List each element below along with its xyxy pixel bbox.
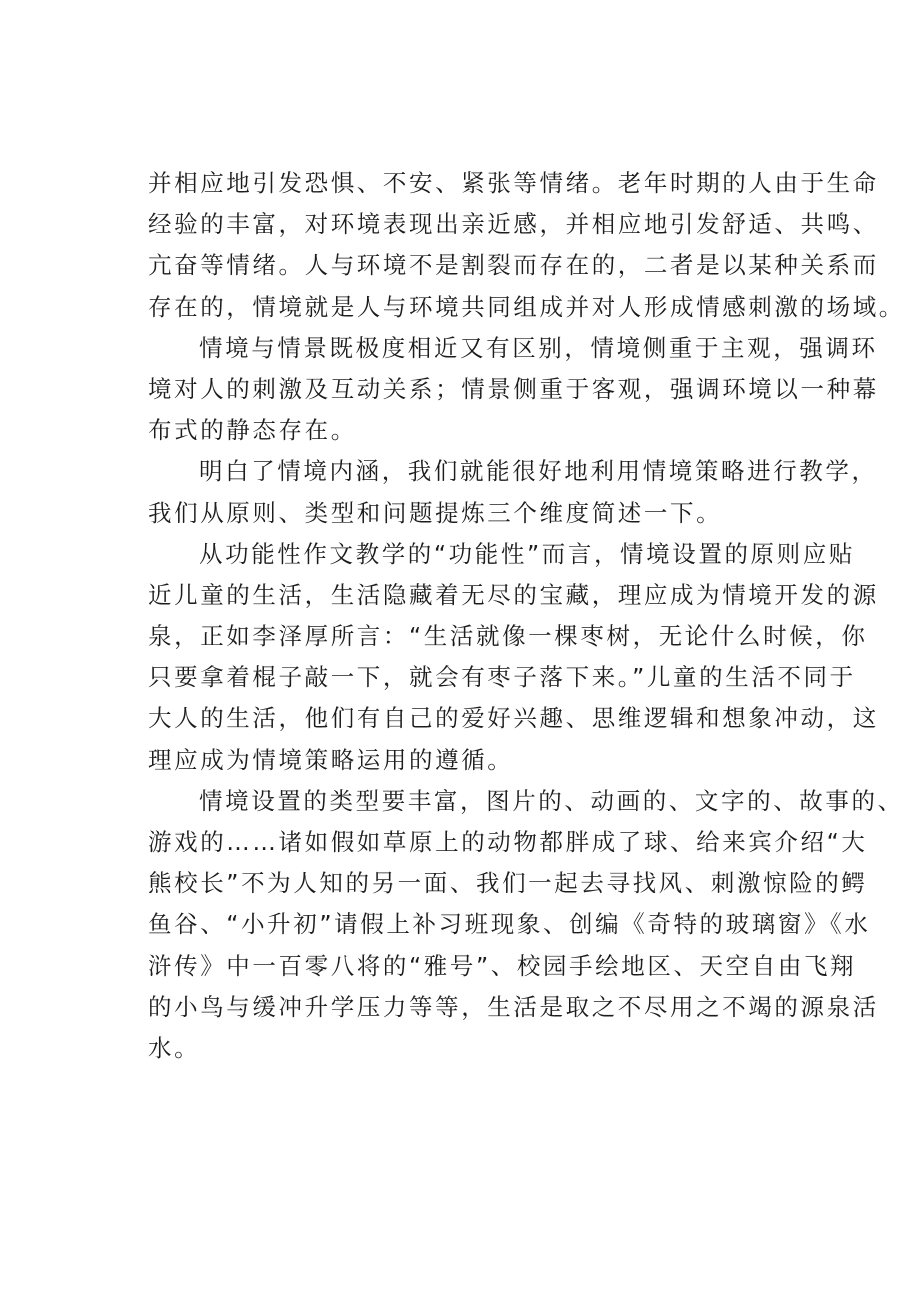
text-line: 游戏的……诸如假如草原上的动物都胖成了球、给来宾介绍“大	[148, 828, 868, 856]
text-line: 理应成为情境策略运用的遵循。	[148, 745, 514, 774]
paragraph-first-line: 从功能性作文教学的“功能性”而言，情境设置的原则应贴	[199, 539, 855, 568]
text-line: 水。	[148, 1033, 201, 1062]
paragraph-first-line: 情境设置的类型要丰富，图片的、动画的、文字的、故事的、	[199, 786, 904, 815]
text-line: 布式的静态存在。	[148, 416, 357, 445]
text-line: 泉，正如李泽厚所言：“生活就像一棵枣树，无论什么时候，你	[148, 622, 868, 651]
body-text	[148, 163, 905, 1069]
text-line: 只要拿着棍子敲一下，就会有枣子落下来。”儿童的生活不同于	[148, 663, 856, 692]
text-line: 经验的丰富，对环境表现出亲近感，并相应地引发舒适、共鸣、	[148, 210, 879, 239]
paragraph-first-line: 情境与情景既极度相近又有区别，情境侧重于主观，强调环	[199, 333, 878, 362]
text-line: 浒传》中一百零八将的“雅号”、校园手绘地区、天空自由飞翔	[148, 951, 857, 980]
text-line: 亢奋等情绪。人与环境不是割裂而存在的，二者是以某种关系而	[148, 251, 879, 280]
text-line: 近儿童的生活，生活隐藏着无尽的宝藏，理应成为情境开发的源	[148, 580, 879, 609]
text-line: 熊校长”不为人知的另一面、我们一起去寻找风、刺激惊险的鳄	[148, 869, 868, 898]
text-line: 并相应地引发恐惧、不安、紧张等情绪。老年时期的人由于生命	[148, 169, 879, 197]
text-line: 鱼谷、“小升初”请假上补习班现象、创编《奇特的玻璃窗》《水	[148, 910, 871, 939]
text-line: 我们从原则、类型和问题提炼三个维度简述一下。	[148, 498, 723, 527]
paragraph-first-line: 明白了情境内涵，我们就能很好地利用情境策略进行教学，	[199, 457, 878, 486]
text-line: 境对人的刺激及互动关系；情景侧重于客观，强调环境以一种幕	[148, 374, 879, 403]
text-line: 的小鸟与缓冲升学压力等等，生活是取之不尽用之不竭的源泉活	[148, 992, 879, 1021]
text-line: 大人的生活，他们有自己的爱好兴趣、思维逻辑和想象冲动，这	[148, 704, 879, 733]
text-line: 存在的，情境就是人与环境共同组成并对人形成情感刺激的场域。	[148, 292, 905, 321]
